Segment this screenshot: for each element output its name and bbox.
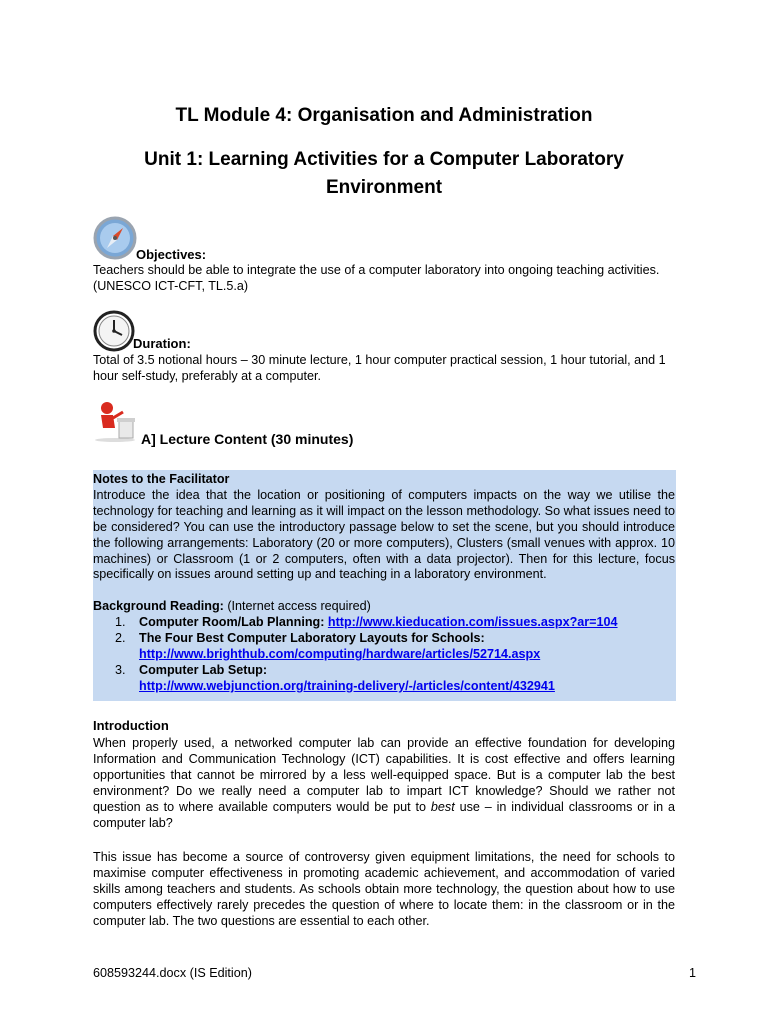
- intro-text-b: use – in individual classrooms or in a computer lab?: [93, 799, 675, 830]
- reference-link[interactable]: http://www.brighthub.com/computing/hardware/articles/52714.aspx: [139, 647, 541, 662]
- reference-link[interactable]: http://www.kieducation.com/issues.aspx?ar=104: [327, 615, 618, 630]
- objectives-heading: Objectives:: [136, 247, 207, 262]
- objectives-text: Teachers should be able to integrate the use of a computer laboratory into ongoing teaching activities. (UNESCO ICT-CFT, TL.5.a): [93, 263, 660, 293]
- module-title: TL Module 4: Organisation and Administration: [175, 105, 593, 126]
- background-reading-label: Background Reading:: [93, 599, 224, 614]
- notes-body: Introduce the idea that the location or positioning of computers impacts on the way we utilise the technology for teaching and learning as it will impact on the lesson methodology. So what issues need to be considered? You can use the introductory passage below to set the scene, but you should introduce the following arrangements: Laboratory (20 or more computers), Clusters (small venues with approx. 10 machines) or Classroom (1 or 2 computers, often with a data projector). Then for this lecture, focus specifically on issues around setting up and teaching in a laboratory environment.: [93, 487, 675, 582]
- clock-icon: [93, 310, 135, 352]
- duration-text: Total of 3.5 notional hours – 30 minute lecture, 1 hour computer practical session, 1 hour tutorial, and 1 hour self-study, preferably at a computer.: [93, 353, 666, 383]
- reference-list: [93, 615, 675, 695]
- reference-item: [93, 615, 675, 631]
- reference-number: 2.: [115, 631, 126, 646]
- reference-link[interactable]: http://www.webjunction.org/training-delivery/-/articles/content/432941: [139, 678, 555, 693]
- reference-title: Computer Room/Lab Planning:: [139, 615, 328, 630]
- reference-item: [93, 631, 675, 663]
- introduction-heading: Introduction: [93, 718, 169, 733]
- background-reading-note: (Internet access required): [223, 599, 371, 614]
- reference-title: Computer Lab Setup:: [139, 662, 268, 677]
- footer-filename: 608593244.docx (IS Edition): [93, 966, 252, 980]
- compass-icon: [93, 216, 137, 260]
- notes-title: Notes to the Facilitator: [93, 472, 230, 486]
- introduction-paragraph-2: This issue has become a source of controversy given equipment limitations, the need for schools to maximise computer effectiveness in promoting academic achievement, and accommodation of varied skills among teachers and students. As schools obtain more technology, the question about how to use computers effectively rarely precedes the question of where to locate them: in the classroom or in the computer lab. The two questions are essential to each other.: [93, 850, 675, 928]
- reference-item: [93, 663, 675, 695]
- introduction-paragraph-1: [93, 736, 675, 831]
- reference-title: The Four Best Computer Laboratory Layouts for Schools:: [139, 631, 485, 646]
- page-number: 1: [689, 966, 697, 980]
- facilitator-notes-box: [93, 470, 676, 701]
- intro-text-a: When properly used, a networked computer lab can provide an effective foundation for developing Information and Communication Technology (ICT) capabilities. It is cost effective and offers learning opportunities that cannot be mirrored by a less well-equipped space. But is a computer lab the best environment? Do we really need a computer lab to impart ICT knowledge? Should we rather not question as to where available computers would be put to: [93, 736, 675, 814]
- unit-title: Unit 1: Learning Activities for a Computer Laboratory Environment: [144, 149, 624, 198]
- reference-number: 1.: [115, 615, 126, 630]
- duration-heading: Duration:: [133, 336, 191, 351]
- background-reading: [93, 599, 675, 615]
- lecture-heading: A] Lecture Content (30 minutes): [141, 431, 354, 447]
- intro-emphasis: best: [430, 799, 455, 814]
- reference-number: 3.: [115, 662, 126, 677]
- presenter-icon: [93, 398, 141, 442]
